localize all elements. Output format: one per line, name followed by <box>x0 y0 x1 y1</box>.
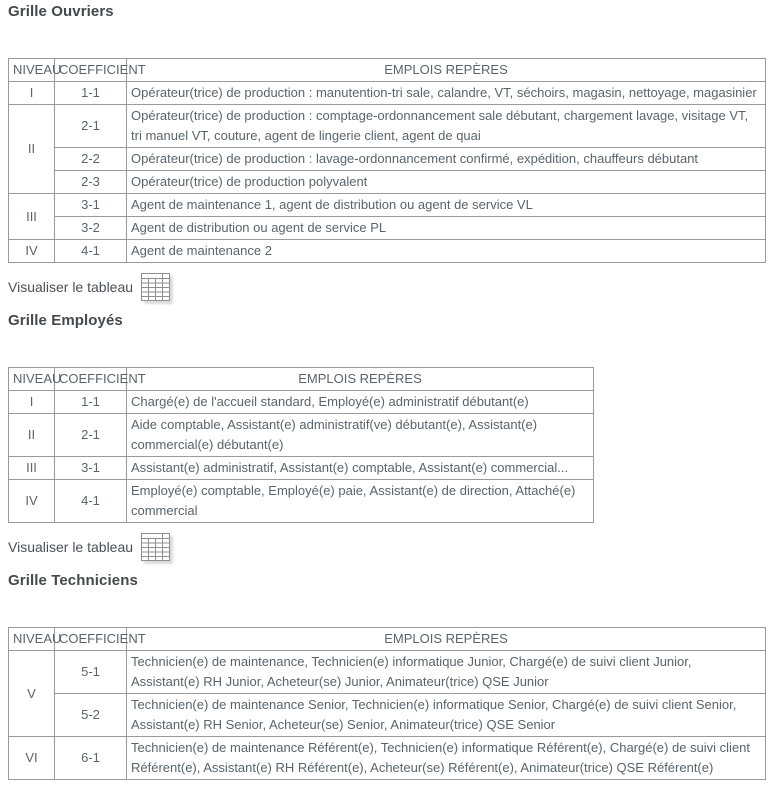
emplois-cell: Technicien(e) de maintenance Référent(e), Technicien(e) informatique Référent(e), Chargé(e) de suivi client Référent(e), Assistant(e) RH Référent(e), Acheteur(se) Référent(e), Animateur(trice) QSE Référent(e) <box>127 737 766 780</box>
emplois-cell: Agent de maintenance 2 <box>127 240 766 263</box>
niveau-cell: IV <box>9 240 55 263</box>
table-row <box>9 240 766 263</box>
niveau-cell: V <box>9 651 55 737</box>
niveau-cell: IV <box>9 480 55 523</box>
table-row <box>9 737 766 780</box>
emplois-cell: Technicien(e) de maintenance, Technicien(e) informatique Junior, Chargé(e) de suivi client Junior, Assistant(e) RH Junior, Acheteur(se) Junior, Animateur(trice) QSE Junior <box>127 651 766 694</box>
heading-grille-techniciens: Grille Techniciens <box>8 572 138 589</box>
emplois-cell: Agent de maintenance 1, agent de distribution ou agent de service VL <box>127 194 766 217</box>
emplois-cell: Technicien(e) de maintenance Senior, Technicien(e) informatique Senior, Chargé(e) de suivi client Senior, Assistant(e) RH Senior, Acheteur(se) Senior, Animateur(trice) QSE Senior <box>127 694 766 737</box>
heading-grille-ouvriers: Grille Ouvriers <box>8 3 114 20</box>
table-row <box>9 694 766 737</box>
emplois-cell: Aide comptable, Assistant(e) administratif(ve) débutant(e), Assistant(e) commercial(e) débutant(e) <box>127 414 594 457</box>
column-header-emplois: EMPLOIS REPÈRES <box>127 628 766 651</box>
table-row <box>9 217 766 240</box>
coefficient-cell: 4-1 <box>55 240 127 263</box>
emplois-cell: Opérateur(trice) de production : manutention-tri sale, calandre, VT, séchoirs, magasin, nettoyage, magasinier <box>127 82 766 105</box>
niveau-cell: III <box>9 194 55 240</box>
visualiser-tableau-control <box>8 270 766 303</box>
coefficient-cell: 2-1 <box>55 105 127 148</box>
coefficient-cell: 2-3 <box>55 171 127 194</box>
coefficient-cell: 1-1 <box>55 82 127 105</box>
column-header-emplois: EMPLOIS REPÈRES <box>127 59 766 82</box>
column-header-coefficient: COEFFICIENT <box>55 59 127 82</box>
column-header-emplois: EMPLOIS REPÈRES <box>127 368 594 391</box>
coefficient-cell: 2-2 <box>55 148 127 171</box>
coefficient-cell: 3-1 <box>55 194 127 217</box>
emplois-cell: Chargé(e) de l'accueil standard, Employé(e) administratif débutant(e) <box>127 391 594 414</box>
table-row <box>9 414 594 457</box>
coefficient-cell: 6-1 <box>55 737 127 780</box>
table-row <box>9 194 766 217</box>
table-grid-icon[interactable] <box>141 533 170 561</box>
table-grid-icon[interactable] <box>141 273 170 301</box>
emplois-cell: Employé(e) comptable, Employé(e) paie, Assistant(e) de direction, Attaché(e) commercial <box>127 480 594 523</box>
table-grille-ouvriers <box>8 58 766 263</box>
niveau-cell: VI <box>9 737 55 780</box>
table-row <box>9 457 594 480</box>
emplois-cell: Opérateur(trice) de production polyvalent <box>127 171 766 194</box>
table-row <box>9 171 766 194</box>
coefficient-cell: 1-1 <box>55 391 127 414</box>
table-row <box>9 651 766 694</box>
niveau-cell: II <box>9 414 55 457</box>
visualiser-tableau-control <box>8 530 766 563</box>
heading-grille-employes: Grille Employés <box>8 312 123 329</box>
column-header-niveau: NIVEAU <box>9 368 55 391</box>
column-header-niveau: NIVEAU <box>9 59 55 82</box>
coefficient-cell: 4-1 <box>55 480 127 523</box>
table-grille-techniciens <box>8 627 766 780</box>
niveau-cell: II <box>9 105 55 194</box>
table-row <box>9 391 594 414</box>
column-header-niveau: NIVEAU <box>9 628 55 651</box>
table-header-row <box>9 368 594 391</box>
coefficient-cell: 2-1 <box>55 414 127 457</box>
niveau-cell: I <box>9 82 55 105</box>
visualiser-tableau-label: Visualiser le tableau <box>8 278 134 295</box>
column-header-coefficient: COEFFICIENT <box>55 368 127 391</box>
coefficient-cell: 3-1 <box>55 457 127 480</box>
table-row <box>9 148 766 171</box>
niveau-cell: I <box>9 391 55 414</box>
table-row <box>9 105 766 148</box>
table-header-row <box>9 628 766 651</box>
niveau-cell: III <box>9 457 55 480</box>
coefficient-cell: 3-2 <box>55 217 127 240</box>
emplois-cell: Assistant(e) administratif, Assistant(e) comptable, Assistant(e) commercial... <box>127 457 594 480</box>
visualiser-tableau-label: Visualiser le tableau <box>8 538 134 555</box>
table-header-row <box>9 59 766 82</box>
coefficient-cell: 5-1 <box>55 651 127 694</box>
table-row <box>9 82 766 105</box>
coefficient-cell: 5-2 <box>55 694 127 737</box>
column-header-coefficient: COEFFICIENT <box>55 628 127 651</box>
emplois-cell: Agent de distribution ou agent de service PL <box>127 217 766 240</box>
emplois-cell: Opérateur(trice) de production : lavage-ordonnancement confirmé, expédition, chauffeurs débutant <box>127 148 766 171</box>
emplois-cell: Opérateur(trice) de production : comptage-ordonnancement sale débutant, chargement lavage, visitage VT, tri manuel VT, couture, agent de lingerie client, agent de quai <box>127 105 766 148</box>
table-row <box>9 480 594 523</box>
table-grille-employes <box>8 367 594 523</box>
